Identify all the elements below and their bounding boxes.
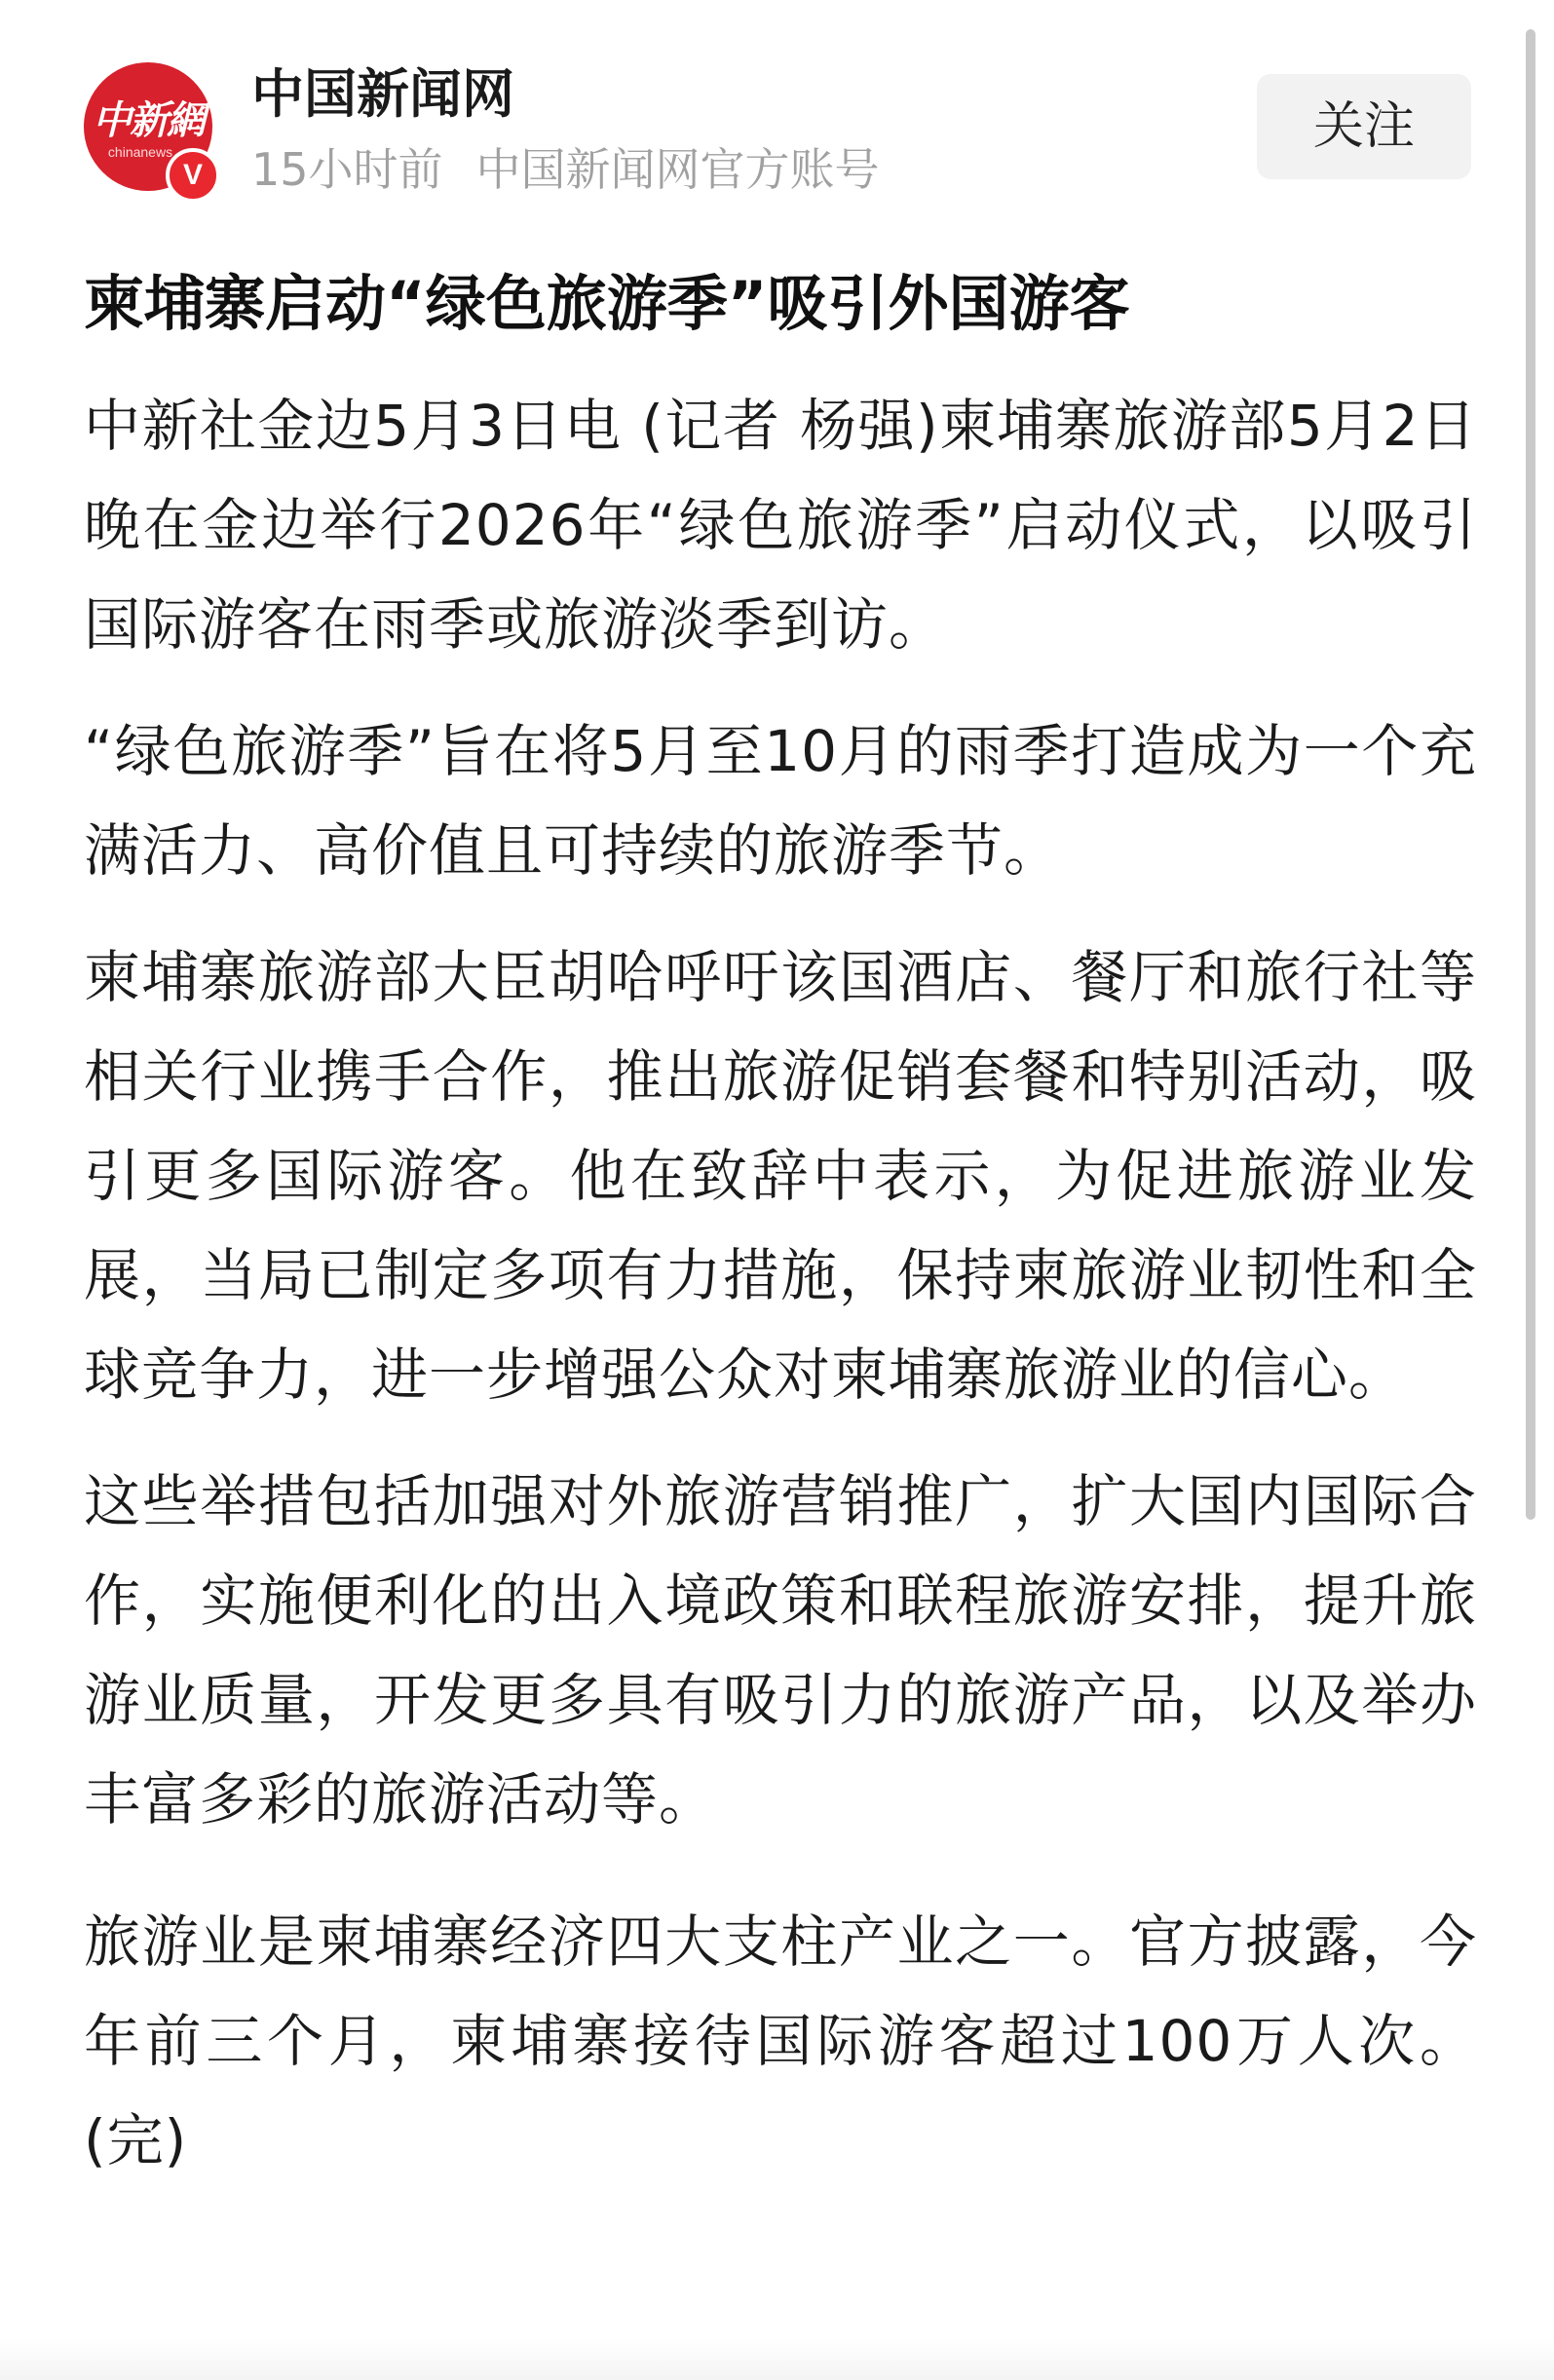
chinanews-logo-icon: 中新網	[93, 97, 204, 143]
post-time: 15小时前	[251, 143, 443, 196]
article-paragraph: 柬埔寨旅游部大臣胡哈呼吁该国酒店、餐厅和旅行社等相关行业携手合作，推出旅游促销套餐和特别活动，吸引更多国际游客。他在致辞中表示，为促进旅游业发展，当局已制定多项有力措施，保持柬旅游业韧性和全球竞争力，进一步增强公众对柬埔寨旅游业的信心。	[84, 944, 1477, 1408]
bottom-divider	[0, 2338, 1554, 2380]
account-name[interactable]: 中国新闻网	[251, 63, 514, 125]
avatar-logo-sub: chinanews	[107, 144, 173, 160]
article-paragraph: 中新社金边5月3日电 (记者 杨强)柬埔寨旅游部5月2日晚在金边举行2026年“绿色旅游季”启动仪式，以吸引国际游客在雨季或旅游淡季到访。	[84, 393, 1477, 658]
article-paragraph: 旅游业是柬埔寨经济四大支柱产业之一。官方披露，今年前三个月，柬埔寨接待国际游客超过100万人次。(完)	[84, 1908, 1477, 2173]
follow-button[interactable]: 关注	[1257, 74, 1471, 179]
article-body	[84, 255, 1477, 2190]
verified-badge-icon: V	[166, 148, 220, 203]
post-meta	[251, 140, 880, 199]
article-paragraph: “绿色旅游季”旨在将5月至10月的雨季打造成为一个充满活力、高价值且可持续的旅游季节。	[84, 718, 1477, 884]
scrollbar-thumb[interactable]	[1526, 29, 1535, 1520]
account-type: 中国新闻网官方账号	[475, 143, 880, 196]
article-paragraph: 这些举措包括加强对外旅游营销推广，扩大国内国际合作，实施便利化的出入境政策和联程旅游安排，提升旅游业质量，开发更多具有吸引力的旅游产品，以及举办丰富多彩的旅游活动等。	[84, 1468, 1477, 1832]
post-header	[0, 0, 1554, 205]
article-title: 柬埔寨启动“绿色旅游季”吸引外国游客	[84, 268, 1130, 339]
